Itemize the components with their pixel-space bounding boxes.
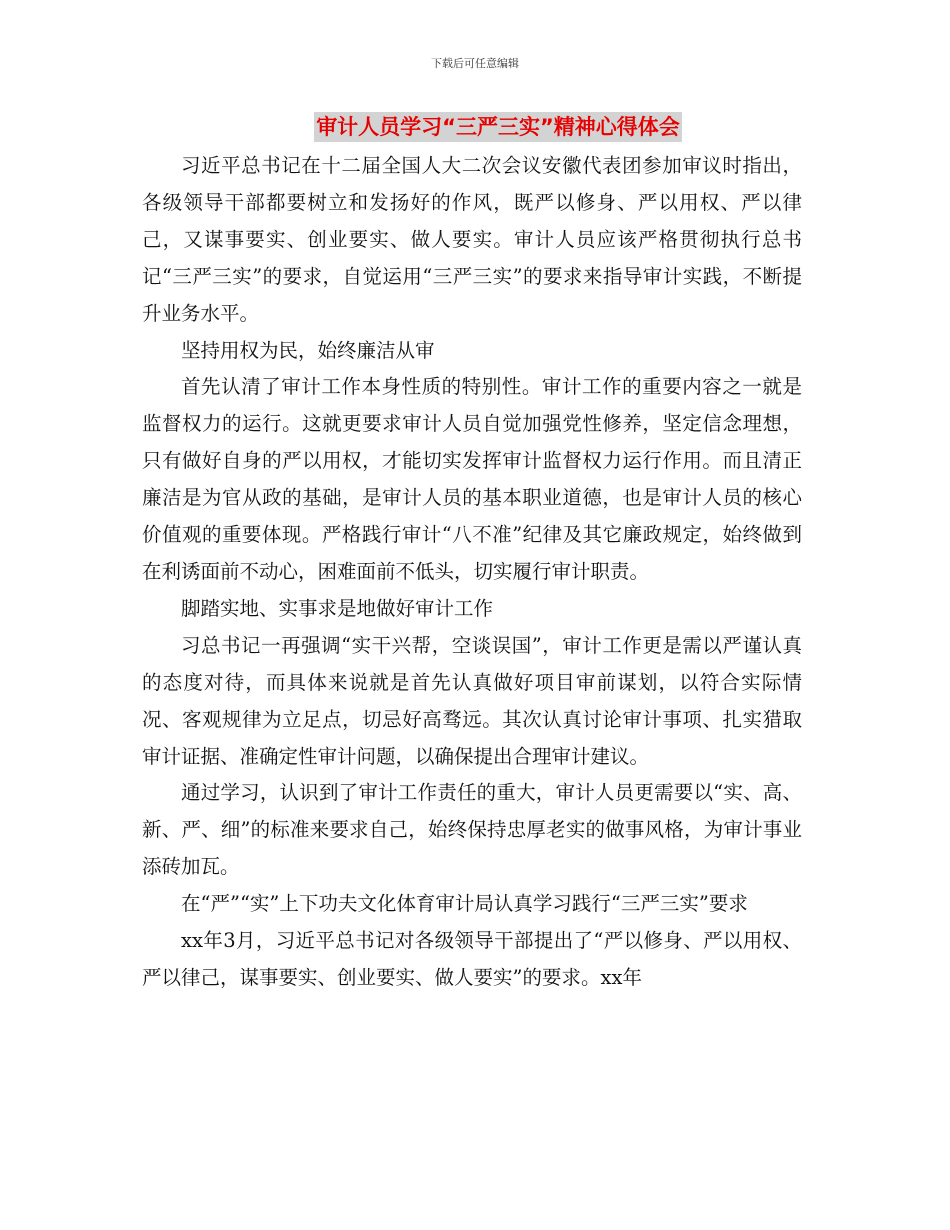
title-container — [0, 112, 950, 142]
paragraph-bureau: xx年3月，习近平总书记对各级领导干部提出了“严以修身、严以用权、严以律己，谋事要实、创业要实、做人要实”的要求。xx年 — [142, 929, 802, 989]
paragraph-integrity: 首先认清了审计工作本身性质的特别性。审计工作的重要内容之一就是监督权力的运行。这就更要求审计人员自觉加强党性修养，坚定信念理想，只有做好自身的严以用权，才能切实发挥审计监督权力运行作用。而且清正廉洁是为官从政的基础，是审计人员的基本职业道德，也是审计人员的核心价值观的重要体现。严格践行审计“八不准”纪律及其它廉政规定，始终做到在利诱面前不动心，困难面前不低头，切实履行审计职责。 — [142, 375, 802, 583]
page-header-note: 下载后可任意编辑 — [431, 57, 519, 70]
document-body — [142, 148, 802, 997]
paragraph-practical: 习总书记一再强调“实干兴帮，空谈误国”，审计工作更是需以严谨认真的态度对待，而具体来说就是首先认真做好项目审前谋划，以符合实际情况、客观规律为立足点，切忌好高骛远。其次认真讨论审计事项、扎实猎取审计证据、准确定性审计问题，以确保提出合理审计建议。 — [142, 633, 802, 768]
document-title: 审计人员学习“三严三实”精神心得体会 — [314, 112, 682, 142]
paragraph-conclusion: 通过学习，认识到了审计工作责任的重大，审计人员更需要以“实、高、新、严、细”的标准来要求自己，始终保持忠厚老实的做事风格，为审计事业添砖加瓦。 — [142, 781, 802, 879]
section-heading-practical: 脚踏实地、实事求是地做好审计工作 — [181, 596, 494, 620]
section-heading-bureau: 在“严”“实”上下功夫文化体育审计局认真学习践行“三严三实”要求 — [181, 892, 748, 916]
section-heading-integrity: 坚持用权为民，始终廉洁从审 — [181, 338, 435, 362]
paragraph-intro: 习近平总书记在十二届全国人大二次会议安徽代表团参加审议时指出，各级领导干部都要树立和发扬好的作风，既严以修身、严以用权、严以律己，又谋事要实、创业要实、做人要实。审计人员应该严格贯彻执行总书记“三严三实”的要求，自觉运用“三严三实”的要求来指导审计实践，不断提升业务水平。 — [142, 154, 802, 325]
